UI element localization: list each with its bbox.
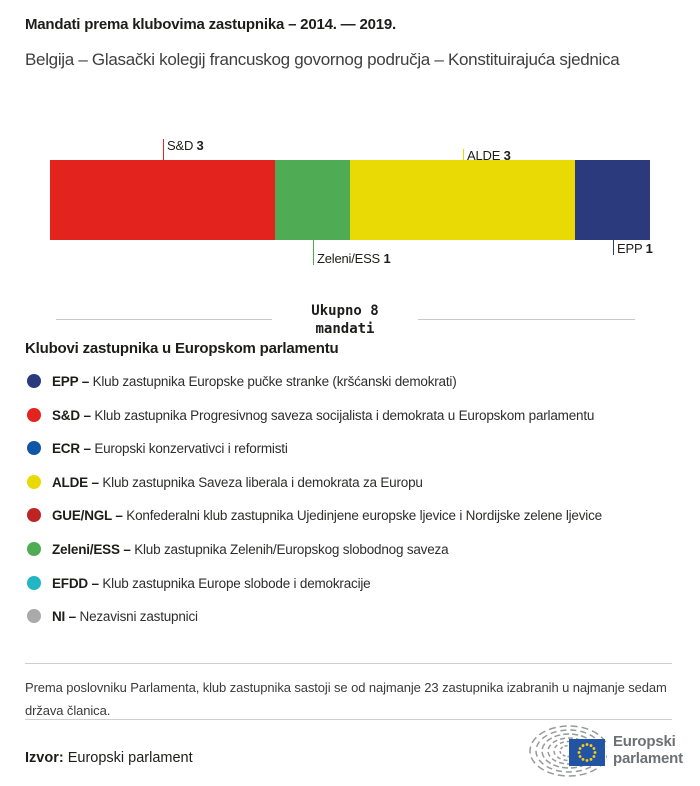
legend-dot xyxy=(27,408,41,422)
callout-tick-alde xyxy=(463,149,465,160)
callout-tick-epp xyxy=(613,240,615,255)
callout-label-zeleni-ess: Zeleni/ESS 1 xyxy=(317,251,391,266)
callout-tick-s-d xyxy=(163,139,165,160)
legend-text: ECR – Europski konzervativci i reformisti xyxy=(52,441,288,457)
legend-text: ALDE – Klub zastupnika Saveza liberala i demokrata za Europu xyxy=(52,474,423,490)
legend-text: S&D – Klub zastupnika Progresivnog saveza socijalista i demokrata u Europskom parlamentu xyxy=(52,407,595,423)
legend-text: EPP – Klub zastupnika Europske pučke stranke (kršćanski demokrati) xyxy=(52,374,457,389)
callout-label-s-d: S&D 3 xyxy=(167,138,204,153)
legend-text: EFDD – Klub zastupnika Europe slobode i demokracije xyxy=(52,575,371,591)
total-separator-line-left xyxy=(56,319,272,320)
total-mandates-line2: mandati xyxy=(315,321,375,337)
source-line xyxy=(25,750,193,766)
ep-logo-hemicycle-icon xyxy=(527,722,607,778)
legend-dot xyxy=(27,374,41,388)
page-title: Mandati prema klubovima zastupnika – 2014. — 2019. xyxy=(25,16,396,33)
seats-chart xyxy=(0,130,700,275)
logo-wordmark xyxy=(613,733,683,767)
legend-item-alde xyxy=(0,475,700,491)
source-label: Izvor: xyxy=(25,750,64,766)
seats-bar xyxy=(50,160,650,240)
legend-item-ecr xyxy=(0,441,700,457)
legend-item-zeleni-ess xyxy=(0,542,700,558)
bar-segment-epp xyxy=(575,160,650,240)
legend-item-epp xyxy=(0,374,700,390)
legend-dot xyxy=(27,441,41,455)
legend-dot xyxy=(27,475,41,489)
legend-dot xyxy=(27,542,41,556)
bar-segment-alde xyxy=(350,160,575,240)
legend-dot xyxy=(27,576,41,590)
source-value: Europski parlament xyxy=(67,750,193,766)
callout-label-epp: EPP 1 xyxy=(617,241,653,256)
total-mandates-line1: Ukupno 8 xyxy=(311,303,379,319)
legend-item-ni xyxy=(0,609,700,625)
legend-item-gue-ngl xyxy=(0,508,700,524)
footnote-divider-top xyxy=(25,663,672,664)
logo-wordmark-line1: Europski xyxy=(613,733,676,750)
legend-item-efdd xyxy=(0,576,700,592)
bar-segment-s-d xyxy=(50,160,275,240)
legend-text: GUE/NGL – Konfederalni klub zastupnika Ujedinjene europske ljevice i Nordijske zelene ljevice xyxy=(52,508,602,524)
bar-segment-zeleni-ess xyxy=(275,160,350,240)
callout-label-alde: ALDE 3 xyxy=(467,148,511,163)
legend-item-s-d xyxy=(0,408,700,424)
total-separator-line-right xyxy=(418,319,635,320)
legend-dot xyxy=(27,508,41,522)
logo-wordmark-line2: parlament xyxy=(613,750,683,767)
legend-heading: Klubovi zastupnika u Europskom parlamentu xyxy=(25,340,339,357)
eu-flag-icon xyxy=(569,739,605,766)
legend-text: NI – Nezavisni zastupnici xyxy=(52,609,198,625)
european-parliament-logo xyxy=(527,722,683,778)
footnote-divider-bottom xyxy=(25,719,672,720)
legend-text: Zeleni/ESS – Klub zastupnika Zelenih/Europskog slobodnog saveza xyxy=(52,542,449,557)
legend-dot xyxy=(27,609,41,623)
page-subtitle: Belgija – Glasački kolegij francuskog govornog područja – Konstituirajuća sjednica xyxy=(25,50,620,69)
total-mandates-label xyxy=(262,302,428,338)
callout-tick-zeleni-ess xyxy=(313,240,315,265)
footnote: Prema poslovniku Parlamenta, klub zastupnika sastoji se od najmanje 23 zastupnika izabranih u najmanje sedam država članica. xyxy=(25,680,667,718)
